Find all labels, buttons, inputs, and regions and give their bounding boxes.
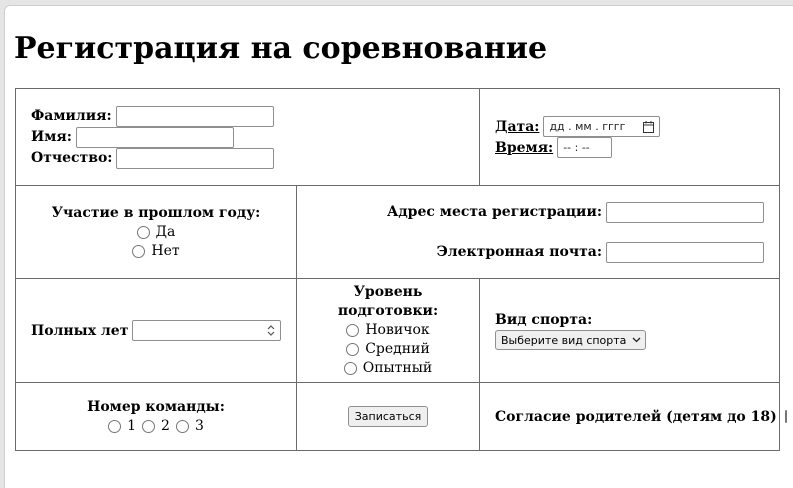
radio-option-yes[interactable] — [31, 223, 281, 242]
submit-cell — [297, 383, 480, 451]
consent-row — [495, 407, 777, 427]
age-row — [31, 320, 281, 341]
radio-team-1[interactable] — [108, 420, 121, 433]
consent-label: Согласие родителей (детям до 18) — [495, 408, 777, 425]
time-row — [495, 137, 764, 158]
personal-cell — [16, 89, 480, 186]
page — [4, 5, 793, 488]
email-label: Электронная почта: — [436, 244, 602, 260]
radio-option-no[interactable] — [31, 242, 281, 261]
sport-select[interactable] — [495, 330, 646, 350]
address-input[interactable] — [606, 202, 764, 223]
previous-participation-cell — [16, 186, 297, 279]
sport-cell — [480, 279, 780, 383]
first-name-row — [31, 127, 464, 148]
chevron-down-icon — [632, 335, 641, 346]
time-label: Время: — [495, 139, 554, 156]
radio-intermediate-label: Средний — [365, 341, 430, 357]
radio-experienced-label: Опытный — [362, 360, 433, 376]
radio-option-beginner[interactable] — [312, 321, 464, 340]
patronymic-input[interactable] — [116, 148, 274, 169]
spinner-icon[interactable] — [266, 323, 276, 345]
age-input[interactable] — [132, 320, 281, 341]
team-cell — [16, 383, 297, 451]
age-label: Полных лет — [31, 322, 129, 339]
level-cell — [297, 279, 480, 383]
radio-option-intermediate[interactable] — [312, 340, 464, 359]
last-name-label: Фамилия: — [31, 108, 112, 124]
radio-beginner[interactable] — [346, 324, 359, 337]
date-label: Дата: — [495, 118, 540, 135]
radio-team-1-label: 1 — [127, 417, 137, 434]
first-name-label: Имя: — [31, 129, 72, 145]
contacts-cell — [297, 186, 780, 279]
email-row — [312, 242, 764, 263]
patronymic-label: Отчество: — [31, 150, 113, 166]
radio-team-2[interactable] — [142, 420, 155, 433]
consent-cell — [480, 383, 780, 451]
time-input[interactable] — [557, 137, 612, 158]
sport-select-value: Выберите вид спорта — [501, 333, 627, 347]
radio-yes-label: Да — [155, 223, 176, 240]
patronymic-row — [31, 148, 464, 169]
radio-experienced[interactable] — [344, 362, 357, 375]
radio-yes[interactable] — [137, 226, 150, 239]
email-input[interactable] — [606, 242, 764, 263]
radio-intermediate[interactable] — [346, 343, 359, 356]
calendar-icon[interactable] — [643, 120, 654, 139]
age-cell — [16, 279, 297, 383]
time-placeholder: -- : -- — [563, 141, 590, 154]
level-label: Уровень подготовки: — [337, 284, 439, 319]
datetime-cell — [480, 89, 780, 186]
team-label: Номер команды: — [87, 398, 225, 415]
date-row — [495, 116, 764, 137]
submit-button[interactable]: Записаться — [348, 406, 428, 427]
page-title: Регистрация на соревнование — [14, 31, 548, 66]
registration-form — [15, 88, 780, 451]
team-options — [31, 417, 281, 436]
radio-team-3[interactable] — [176, 420, 189, 433]
address-label: Адрес места регистрации: — [386, 204, 602, 220]
radio-no[interactable] — [132, 245, 145, 258]
sport-label: Вид спорта: — [495, 312, 593, 328]
date-input[interactable] — [543, 116, 660, 137]
radio-beginner-label: Новичок — [365, 322, 430, 338]
address-row — [312, 202, 764, 223]
first-name-input[interactable] — [76, 127, 234, 148]
radio-option-experienced[interactable] — [312, 359, 464, 378]
date-placeholder: дд . мм . гггг — [549, 120, 626, 133]
radio-team-3-label: 3 — [194, 417, 204, 434]
last-name-input[interactable] — [116, 106, 274, 127]
previous-participation-label: Участие в прошлом году: — [51, 204, 261, 221]
radio-no-label: Нет — [151, 242, 180, 259]
consent-checkbox[interactable] — [785, 410, 787, 423]
radio-team-2-label: 2 — [161, 417, 170, 434]
last-name-row — [31, 106, 464, 127]
